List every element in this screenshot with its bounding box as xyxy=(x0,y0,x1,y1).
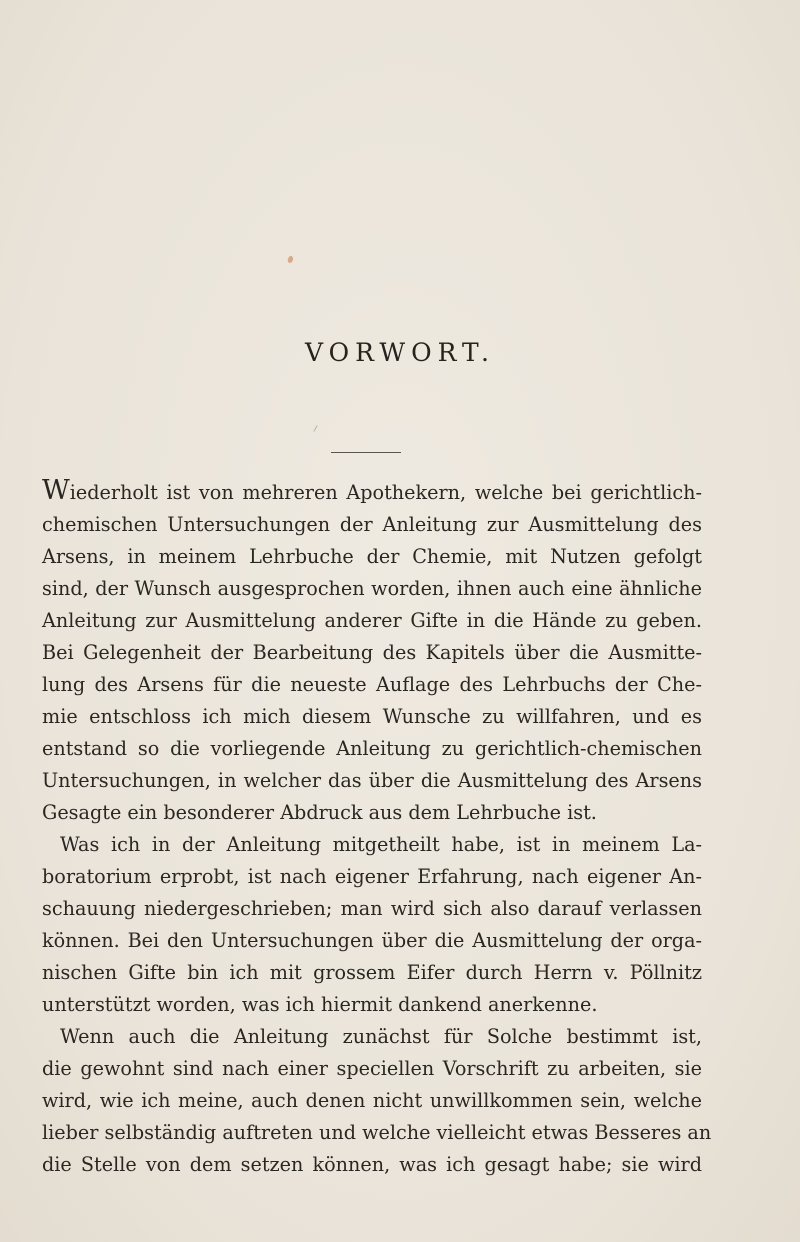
text-line: Wenn auch die Anleitung zunächst für Solche bestimmt ist, xyxy=(60,1025,702,1048)
body-text xyxy=(42,475,712,1181)
text-line: sind, der Wunsch ausgesprochen worden, ihnen auch eine ähnliche xyxy=(42,577,702,600)
text-line: unterstützt worden, was ich hiermit dankend anerkenne. xyxy=(42,993,598,1016)
heading-rule xyxy=(331,452,401,453)
text-line: nischen Gifte bin ich mit grossem Eifer durch Herrn v. Pöllnitz xyxy=(42,961,702,984)
text-line: entstand so die vorliegende Anleitung zu gerichtlich-chemischen xyxy=(42,737,702,760)
text-line: Anleitung zur Ausmittelung anderer Gifte in die Hände zu geben. xyxy=(42,609,702,632)
page-heading: VORWORT. xyxy=(305,338,495,367)
text-line: lung des Arsens für die neueste Auflage des Lehrbuchs der Che- xyxy=(42,673,702,696)
initial-letter: W xyxy=(42,475,70,506)
text-line: chemischen Untersuchungen der Anleitung zur Ausmittelung des xyxy=(42,513,702,536)
text-line: lieber selbständig auftreten und welche vielleicht etwas Besseres an xyxy=(42,1121,712,1144)
text-line: Arsens, in meinem Lehrbuche der Chemie, mit Nutzen gefolgt xyxy=(42,545,702,568)
text-line: können. Bei den Untersuchungen über die Ausmittelung der orga- xyxy=(42,929,702,952)
ink-speck xyxy=(287,255,294,263)
text-line: Gesagte ein besonderer Abdruck aus dem Lehrbuche ist. xyxy=(42,801,597,824)
text-line: Wiederholt ist von mehreren Apothekern, welche bei gerichtlich- xyxy=(42,475,702,506)
text-line: mie entschloss ich mich diesem Wunsche zu willfahren, und es xyxy=(42,705,702,728)
text-line: schauung niedergeschrieben; man wird sich also darauf verlassen xyxy=(42,897,702,920)
pencil-mark xyxy=(313,425,317,432)
text-line: wird, wie ich meine, auch denen nicht unwillkommen sein, welche xyxy=(42,1089,702,1112)
text-line: Untersuchungen, in welcher das über die Ausmittelung des Arsens xyxy=(42,769,702,792)
text-line: die Stelle von dem setzen können, was ich gesagt habe; sie wird xyxy=(42,1153,702,1176)
text-line: boratorium erprobt, ist nach eigener Erfahrung, nach eigener An- xyxy=(42,865,702,888)
text-line: Was ich in der Anleitung mitgetheilt habe, ist in meinem La- xyxy=(60,833,702,856)
text-line: Bei Gelegenheit der Bearbeitung des Kapitels über die Ausmitte- xyxy=(42,641,702,664)
text-line: die gewohnt sind nach einer speciellen Vorschrift zu arbeiten, sie xyxy=(42,1057,702,1080)
